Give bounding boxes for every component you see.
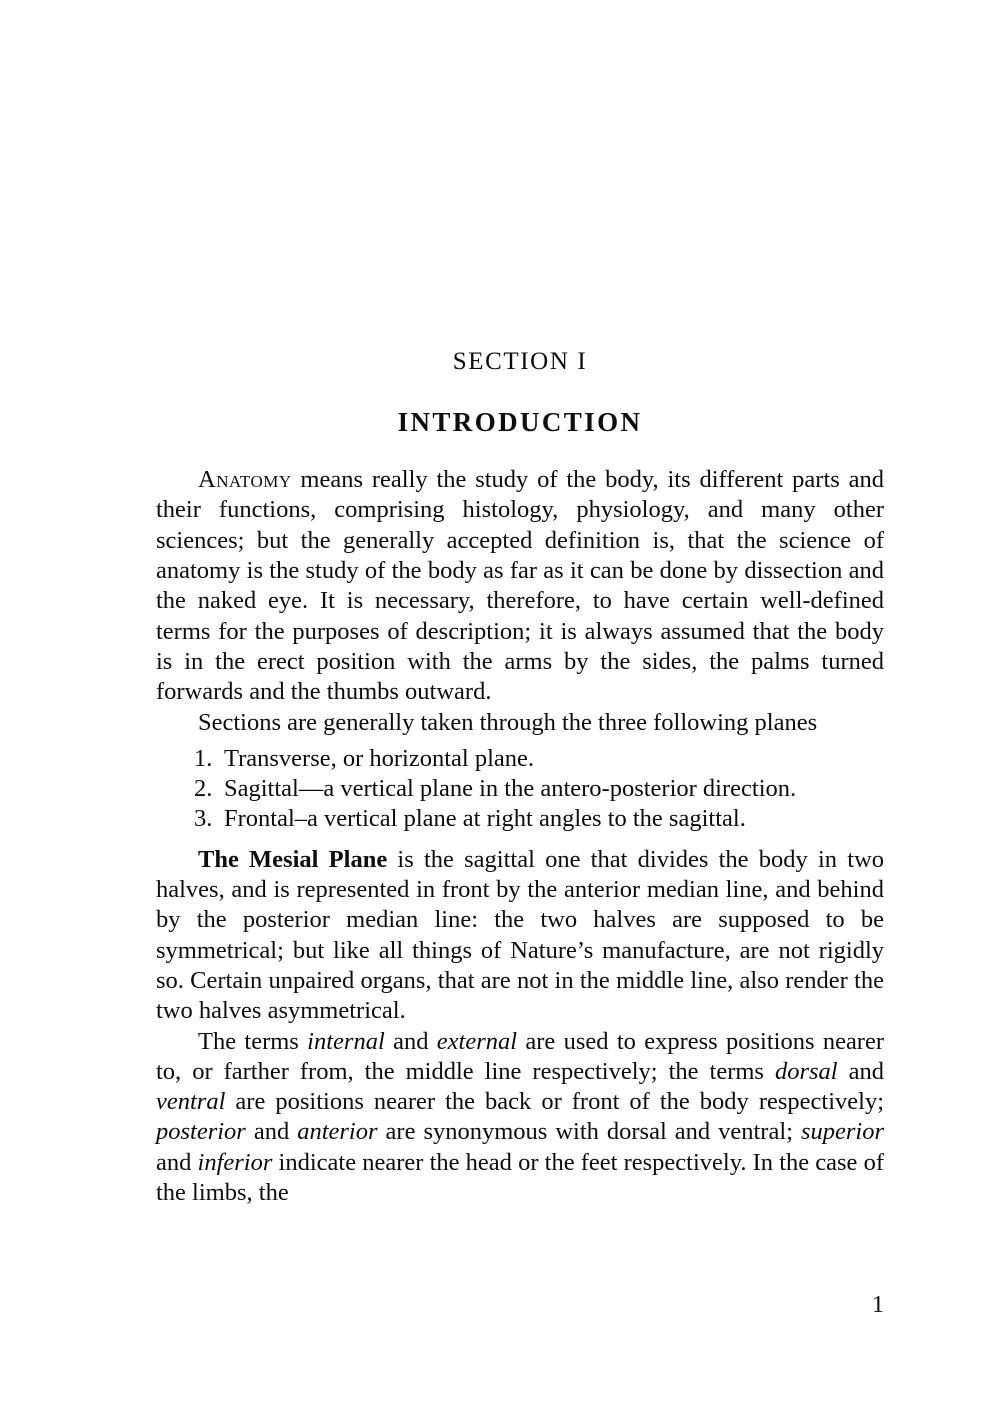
paragraph-anatomy-definition	[156, 465, 884, 707]
list-item-label: Frontal–a vertical plane at right angles to the sagittal.	[224, 805, 746, 833]
term-superior: superior	[800, 1118, 884, 1146]
term-internal: internal	[307, 1027, 385, 1055]
term-dorsal: dorsal	[774, 1057, 838, 1085]
section-heading: SECTION I	[452, 348, 588, 375]
planes-list	[156, 744, 884, 835]
term-inferior: inferior	[197, 1148, 273, 1176]
paragraph-directional-terms	[156, 1027, 884, 1209]
list-item-number: 2.	[194, 775, 213, 803]
paragraph-body-text: The terms	[198, 1027, 308, 1055]
paragraph-body-text: and	[245, 1118, 298, 1146]
paragraph-sections-planes	[156, 708, 884, 738]
term-external: external	[436, 1027, 518, 1055]
paragraph-mesial-plane	[156, 845, 884, 1027]
paragraph-body-text: Sections are generally taken through the three following planes	[198, 708, 818, 736]
paragraph-body-text: and	[837, 1057, 884, 1085]
page-text-block	[156, 348, 884, 1208]
paragraph-body-text: are synonymous with dorsal and ventral;	[377, 1118, 801, 1146]
list-item-label: Transverse, or horizontal plane.	[224, 744, 535, 772]
paragraph-body-text: indicate nearer the head or the feet respectively. In the case of the limbs, the	[156, 1148, 884, 1207]
page-title: INTRODUCTION	[397, 406, 643, 437]
paragraph-lead-bold: The Mesial Plane	[198, 845, 388, 873]
paragraph-body-text: and	[384, 1027, 437, 1055]
paragraph-body-text: are used to express positions nearer to, or farther from, the middle line respectively; the terms	[156, 1027, 885, 1085]
list-item-number: 1.	[194, 744, 213, 772]
list-item	[156, 804, 884, 834]
paragraph-body-text: is the sagittal one that divides the body in two halves, and is represented in front by the anterior median line, and behind by the posterior median line: the two halves are supposed to be symmetrical; but like all things of Nature’s manufacture, are not rigidly so. Certain unpaired organs, that are not in the middle line, also render the two halves asymmetrical.	[156, 845, 885, 1025]
term-posterior: posterior	[156, 1118, 246, 1146]
paragraph-body-text: and	[156, 1148, 198, 1176]
list-item-label: Sagittal—a vertical plane in the antero-posterior direction.	[224, 775, 797, 803]
paragraph-lead-smallcaps: Anatomy	[198, 466, 292, 494]
term-ventral: ventral	[156, 1088, 226, 1116]
term-anterior: anterior	[297, 1118, 378, 1146]
list-item-number: 3.	[194, 805, 213, 833]
paragraph-body-text: means really the study of the body, its different parts and their functions, comprising histology, physiology, and many other sciences; but the generally accepted definition is, that the science of anatomy is the study of the body as far as it can be done by dissection and the naked eye. It is necessary, therefore, to have certain well-defined terms for the purposes of description; it is always assumed that the body is in the erect position with the arms by the sides, the palms turned forwards and the thumbs outward.	[156, 466, 884, 706]
page-number: 1	[872, 1292, 884, 1318]
list-item	[156, 744, 884, 774]
list-item	[156, 774, 884, 804]
paragraph-body-text: are positions nearer the back or front of the body respectively;	[225, 1088, 884, 1116]
